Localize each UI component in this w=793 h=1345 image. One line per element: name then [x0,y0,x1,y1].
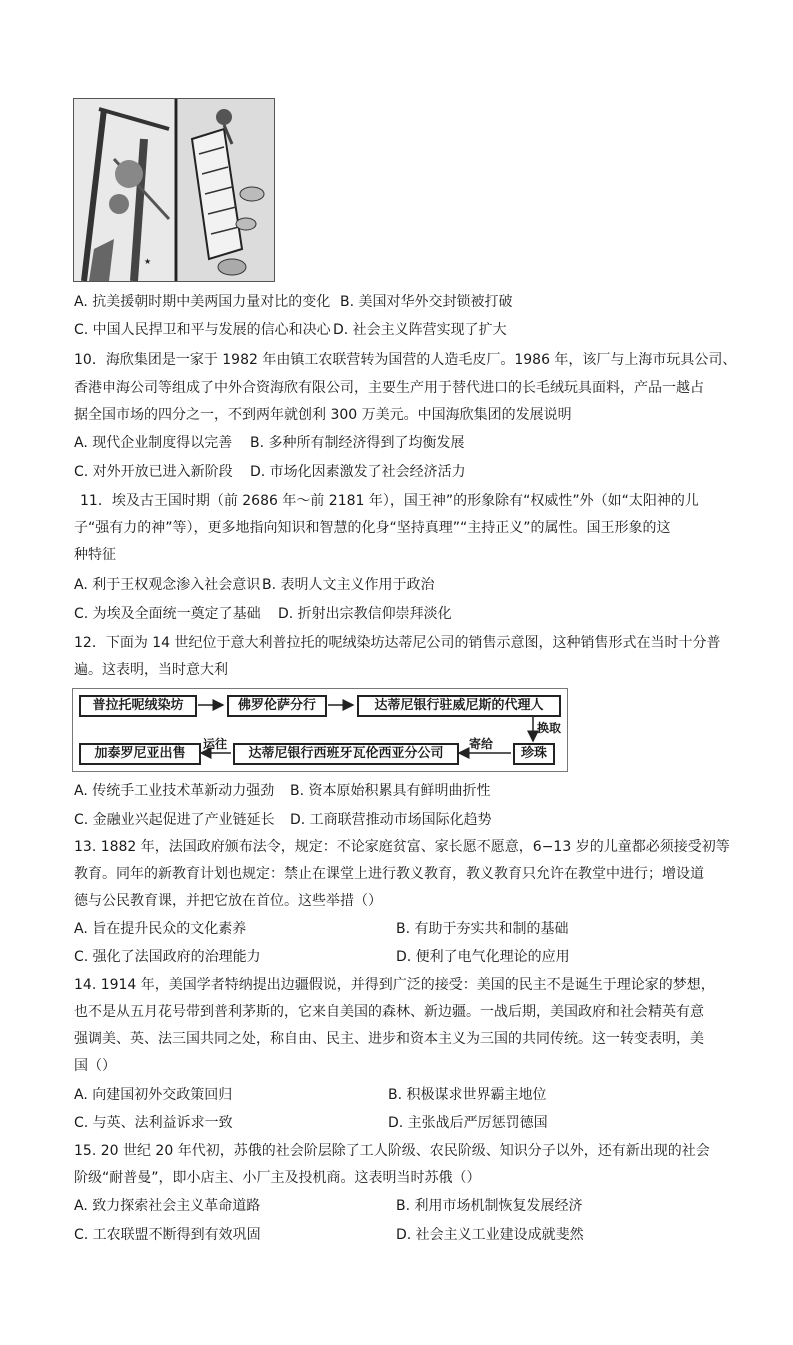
q14-option-d: D. 主张战后严厉惩罚德国 [388,1115,548,1131]
cartoon-image [73,98,275,282]
q12-option-b: B. 资本原始积累具有鲜明曲折性 [290,783,491,799]
flow-box-venice-agent: 达蒂尼银行驻威尼斯的代理人 [357,695,561,717]
q10-stem-line-3: 据全国市场的四分之一，不到两年就创利 300 万美元。中国海欣集团的发展说明 [74,407,572,423]
sales-flow-diagram [72,688,568,772]
flow-box-valencia-branch: 达蒂尼银行西班牙瓦伦西亚分公司 [233,743,459,765]
q14-stem-line-4: 国（） [74,1058,116,1074]
q15-option-d: D. 社会主义工业建设成就斐然 [396,1227,584,1243]
flow-box-prato-dyehouse: 普拉托呢绒染坊 [79,695,197,717]
q11-stem-line-1: 11．埃及古王国时期（前 2686 年～前 2181 年），国王神”的形象除有“权威性”外（如“太阳神的儿 [80,493,699,509]
q14-option-a: A. 向建国初外交政策回归 [74,1087,233,1103]
q9-option-c: C. 中国人民捍卫和平与发展的信心和决心 [74,322,331,338]
q15-option-c: C. 工农联盟不断得到有效巩固 [74,1227,261,1243]
flow-box-catalonia-sale: 加泰罗尼亚出售 [79,743,201,765]
q15-stem-line-1: 15. 20 世纪 20 年代初，苏俄的社会阶层除了工人阶级、农民阶级、知识分子以外，还有新出现的社会 [74,1143,710,1159]
q11-option-d: D. 折射出宗教信仰崇拜淡化 [278,606,452,622]
q10-option-b: B. 多种所有制经济得到了均衡发展 [250,435,465,451]
flow-box-pearls: 珍珠 [513,743,555,765]
flow-label-send: 寄给 [469,737,494,751]
q13-option-c: C. 强化了法国政府的治理能力 [74,949,261,965]
flow-label-ship: 运往 [203,737,228,751]
q14-stem-line-1: 14. 1914 年，美国学者特纳提出边疆假说，并得到广泛的接受：美国的民主不是诞生于理论家的梦想， [74,977,715,993]
q10-stem-line-1: 10．海欣集团是一家于 1982 年由镇工农联营转为国营的人造毛皮厂。1986 年，该厂与上海市玩具公司、 [74,352,737,368]
q11-option-b: B. 表明人文主义作用于政治 [262,577,435,593]
q14-option-b: B. 积极谋求世界霸主地位 [388,1087,547,1103]
q14-option-c: C. 与英、法利益诉求一致 [74,1115,233,1131]
q13-option-a: A. 旨在提升民众的文化素养 [74,921,247,937]
q12-stem-line-2: 遍。这表明，当时意大利 [74,662,228,678]
q10-option-c: C. 对外开放已进入新阶段 [74,464,233,480]
q13-stem-line-1: 13. 1882 年，法国政府颁布法令，规定：不论家庭贫富、家长愿不愿意，6−13 岁的儿童都必须接受初等 [74,839,730,855]
svg-text:★: ★ [144,257,152,266]
q15-option-a: A. 致力探索社会主义革命道路 [74,1198,261,1214]
flow-label-exchange: 换取 [537,721,562,735]
q13-option-d: D. 便利了电气化理论的应用 [396,949,570,965]
q13-stem-line-3: 德与公民教育课，并把它放在首位。这些举措（） [74,893,382,909]
q9-option-a: A. 抗美援朝时期中美两国力量对比的变化 [74,294,331,310]
q10-option-d: D. 市场化因素激发了社会经济活力 [250,464,466,480]
q15-option-b: B. 利用市场机制恢复发展经济 [396,1198,583,1214]
q9-option-d: D. 社会主义阵营实现了扩大 [333,322,507,338]
q11-stem-line-2: 子“强有力的神”等），更多地指向知识和智慧的化身“坚持真理”“主持正义”的属性。国王形象的这 [74,520,671,536]
cartoon-drawing [74,99,274,281]
q14-stem-line-2: 也不是从五月花号带到普利茅斯的，它来自美国的森林、新边疆。一战后期，美国政府和社会精英有意 [74,1004,704,1020]
flow-box-florence-branch: 佛罗伦萨分行 [227,695,327,717]
q10-stem-line-2: 香港申海公司等组成了中外合资海欣有限公司，主要生产用于替代进口的长毛绒玩具面料，产品一越占 [74,380,704,396]
q11-option-c: C. 为埃及全面统一奠定了基础 [74,606,261,622]
q11-option-a: A. 利于王权观念渗入社会意识 [74,577,261,593]
q12-stem-line-1: 12．下面为 14 世纪位于意大利普拉托的呢绒染坊达蒂尼公司的销售示意图，这种销售形式在当时十分普 [74,635,721,651]
q12-option-d: D. 工商联营推动市场国际化趋势 [290,812,492,828]
q9-option-b: B. 美国对华外交封锁被打破 [340,294,513,310]
q11-stem-line-3: 种特征 [74,547,116,563]
q12-option-c: C. 金融业兴起促进了产业链延长 [74,812,275,828]
q13-stem-line-2: 教育。同年的新教育计划也规定：禁止在课堂上进行教义教育，教义教育只允许在教堂中进行；增设道 [74,866,704,882]
q12-option-a: A. 传统手工业技术革新动力强劲 [74,783,275,799]
q15-stem-line-2: 阶级“耐普曼”，即小店主、小厂主及投机商。这表明当时苏俄（） [74,1170,481,1186]
q10-option-a: A. 现代企业制度得以完善 [74,435,233,451]
q14-stem-line-3: 强调美、英、法三国共同之处，称自由、民主、进步和资本主义为三国的共同传统。这一转变表明，美 [74,1031,704,1047]
q13-option-b: B. 有助于夯实共和制的基础 [396,921,569,937]
